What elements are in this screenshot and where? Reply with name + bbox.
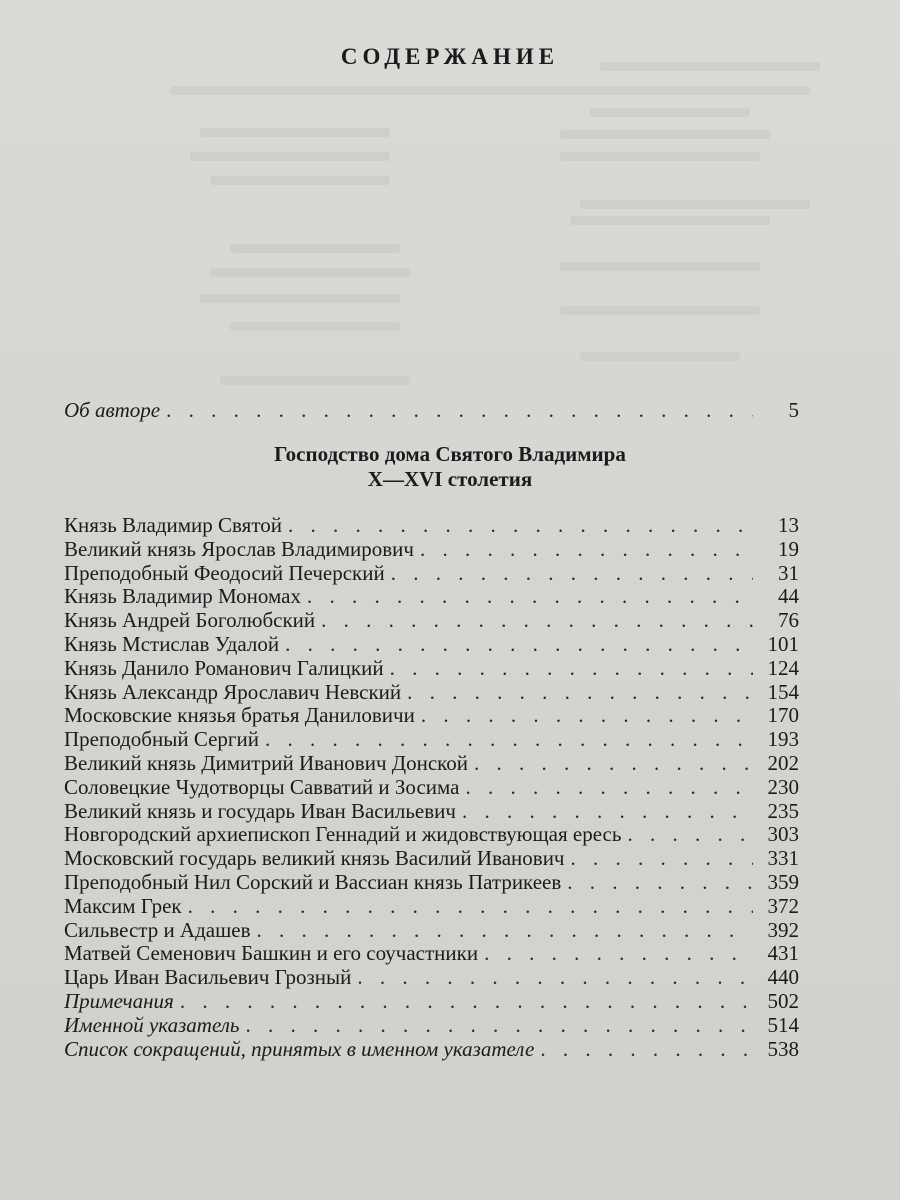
bleed-through xyxy=(570,216,770,225)
toc-entry-label: Князь Мстислав Удалой xyxy=(64,631,280,656)
toc-entry[interactable] xyxy=(64,871,799,895)
dot-leader xyxy=(474,752,753,776)
toc-entry-label: Примечания xyxy=(64,988,174,1013)
dot-leader xyxy=(357,966,753,990)
toc-entry-label: Преподобный Нил Сорский и Вассиан князь Патрикеев xyxy=(64,869,562,894)
toc-entry-label: Московский государь великий князь Василий Иванович xyxy=(64,846,565,871)
dot-leader xyxy=(540,1038,753,1062)
toc-entry-label: Князь Владимир Мономах xyxy=(64,584,301,609)
dot-leader xyxy=(265,728,753,752)
toc-entry-label: Список сокращений, принятых в именном указателе xyxy=(64,1036,535,1061)
dot-leader xyxy=(257,919,753,943)
dot-leader xyxy=(421,704,753,728)
toc-entry-page: 101 xyxy=(767,631,799,656)
toc-entry[interactable] xyxy=(64,728,799,752)
toc-entry-page: 154 xyxy=(767,679,799,704)
toc-entry-label: Великий князь и государь Иван Васильевич xyxy=(64,798,456,823)
dot-leader xyxy=(465,776,753,800)
toc-entry[interactable] xyxy=(64,633,799,657)
dot-leader xyxy=(307,585,753,609)
bleed-through xyxy=(560,306,760,315)
dot-leader xyxy=(627,823,753,847)
dot-leader xyxy=(285,633,753,657)
section-heading-line1: Господство дома Святого Владимира xyxy=(274,442,626,466)
bleed-through xyxy=(210,268,410,277)
toc-entry[interactable] xyxy=(64,657,799,681)
toc-entry[interactable] xyxy=(64,990,799,1014)
toc-entry-label: Матвей Семенович Башкин и его соучастники xyxy=(64,941,479,966)
toc-entry-label: Новгородский архиепископ Геннадий и жидовствующая ересь xyxy=(64,822,622,847)
toc-entry[interactable] xyxy=(64,585,799,609)
bleed-through xyxy=(200,294,400,303)
toc-entry-page: 230 xyxy=(767,774,799,799)
toc-entry[interactable] xyxy=(64,847,799,871)
toc-entry-label: Князь Андрей Боголюбский xyxy=(64,608,316,633)
toc-entry-page: 31 xyxy=(778,560,799,585)
dot-leader xyxy=(391,562,753,586)
toc-entry[interactable] xyxy=(64,704,799,728)
dot-leader xyxy=(571,847,754,871)
toc-entry[interactable] xyxy=(64,895,799,919)
bleed-through xyxy=(590,108,750,117)
bleed-through xyxy=(230,244,400,253)
bleed-through xyxy=(560,262,760,271)
toc-entry-label: Преподобный Сергий xyxy=(64,727,259,752)
table-of-contents xyxy=(64,514,799,1061)
bleed-through xyxy=(580,352,740,361)
toc-entry-page: 19 xyxy=(778,536,799,561)
toc-entry-label: Московские князья братья Даниловичи xyxy=(64,703,415,728)
dot-leader xyxy=(567,871,753,895)
toc-entry[interactable] xyxy=(64,681,799,705)
dot-leader xyxy=(407,681,753,705)
toc-entry-label: Великий князь Ярослав Владимирович xyxy=(64,536,414,561)
dot-leader xyxy=(188,895,753,919)
toc-entry[interactable] xyxy=(64,800,799,824)
toc-entry-page: 76 xyxy=(778,608,799,633)
toc-entry-page: 440 xyxy=(767,965,799,990)
toc-entry-page: 372 xyxy=(767,893,799,918)
bleed-through xyxy=(210,176,390,185)
toc-entry-page: 514 xyxy=(767,1012,799,1037)
toc-entry-label: Сильвестр и Адашев xyxy=(64,917,251,942)
toc-entry-page: 5 xyxy=(788,398,799,422)
section-heading xyxy=(0,442,900,492)
toc-entry-page: 44 xyxy=(778,584,799,609)
toc-entry[interactable] xyxy=(64,942,799,966)
bleed-through xyxy=(220,376,410,385)
dot-leader xyxy=(484,942,753,966)
toc-entry-page: 202 xyxy=(767,750,799,775)
toc-entry-label: Именной указатель xyxy=(64,1012,240,1037)
page-title: СОДЕРЖАНИЕ xyxy=(340,44,560,69)
bleed-through xyxy=(190,152,390,161)
dot-leader xyxy=(420,538,753,562)
toc-entry[interactable] xyxy=(64,752,799,776)
section-heading-line2: X—XVI столетия xyxy=(367,467,533,491)
bleed-through xyxy=(560,130,770,139)
dot-leader xyxy=(321,609,753,633)
toc-entry[interactable] xyxy=(64,966,799,990)
dot-leader xyxy=(166,398,753,423)
toc-entry-label: Царь Иван Васильевич Грозный xyxy=(64,965,352,990)
dot-leader xyxy=(245,1014,753,1038)
toc-entry-page: 235 xyxy=(767,798,799,823)
toc-entry-page: 359 xyxy=(767,869,799,894)
toc-entry[interactable] xyxy=(64,609,799,633)
toc-entry-page: 193 xyxy=(767,727,799,752)
bleed-through xyxy=(170,86,810,95)
toc-entry-page: 170 xyxy=(767,703,799,728)
toc-entry-label: Об авторе xyxy=(64,398,161,422)
dot-leader xyxy=(288,514,753,538)
toc-entry-label: Великий князь Димитрий Иванович Донской xyxy=(64,750,469,775)
bleed-through xyxy=(200,128,390,137)
toc-entry[interactable] xyxy=(64,776,799,800)
toc-entry-label: Князь Данило Романович Галицкий xyxy=(64,655,384,680)
toc-entry[interactable] xyxy=(64,514,799,538)
toc-entry-about-author[interactable] xyxy=(64,398,799,423)
toc-entry[interactable] xyxy=(64,562,799,586)
toc-entry-page: 124 xyxy=(767,655,799,680)
bleed-through xyxy=(230,322,400,331)
toc-entry[interactable] xyxy=(64,1014,799,1038)
toc-entry-page: 502 xyxy=(767,988,799,1013)
toc-entry-page: 303 xyxy=(767,822,799,847)
dot-leader xyxy=(462,800,753,824)
toc-entry[interactable] xyxy=(64,823,799,847)
toc-entry[interactable] xyxy=(64,919,799,943)
toc-entry-label: Максим Грек xyxy=(64,893,182,918)
toc-entry-label: Князь Владимир Святой xyxy=(64,513,282,537)
dot-leader xyxy=(180,990,753,1014)
toc-entry[interactable] xyxy=(64,1038,799,1062)
toc-entry-page: 538 xyxy=(767,1036,799,1061)
toc-entry-page: 392 xyxy=(767,917,799,942)
bleed-through xyxy=(560,152,760,161)
bleed-through xyxy=(580,200,810,209)
toc-entry-page: 331 xyxy=(767,846,799,871)
toc-entry-label: Преподобный Феодосий Печерский xyxy=(64,560,385,585)
toc-entry[interactable] xyxy=(64,538,799,562)
toc-entry-page: 431 xyxy=(767,941,799,966)
toc-entry-label: Соловецкие Чудотворцы Савватий и Зосима xyxy=(64,774,460,799)
dot-leader xyxy=(390,657,753,681)
toc-entry-page: 13 xyxy=(778,513,799,537)
toc-entry-label: Князь Александр Ярославич Невский xyxy=(64,679,402,704)
